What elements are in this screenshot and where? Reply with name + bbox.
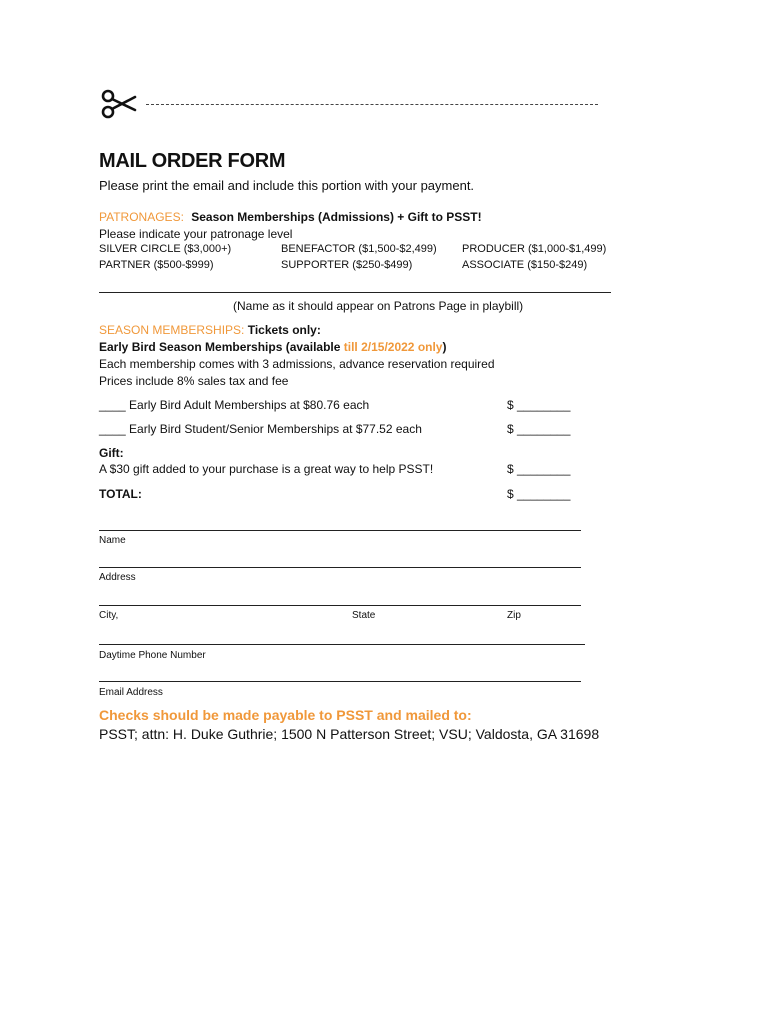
patronage-level: PRODUCER ($1,000-$1,499) (462, 243, 607, 255)
name-label: Name (99, 535, 126, 546)
phone-field[interactable] (99, 644, 585, 645)
early-bird-prefix: Early Bird Season Memberships (available (99, 340, 344, 354)
city-state-zip-field[interactable] (99, 605, 581, 606)
membership-info: Each membership comes with 3 admissions, advance reservation required (99, 357, 495, 371)
email-label: Email Address (99, 687, 163, 698)
address-label: Address (99, 572, 136, 583)
item-label: Early Bird Adult Memberships at $80.76 each (129, 398, 370, 412)
patronages-heading (99, 210, 482, 224)
patron-name-line[interactable] (99, 292, 611, 293)
item-label: Early Bird Student/Senior Memberships at $77.52 each (129, 422, 422, 436)
page-title: MAIL ORDER FORM (99, 150, 286, 172)
early-bird-suffix: ) (442, 340, 447, 354)
patronage-level: ASSOCIATE ($150-$249) (462, 259, 588, 271)
gift-text: A $30 gift added to your purchase is a great way to help PSST! (99, 462, 434, 476)
cut-line (146, 104, 598, 105)
patron-name-caption: (Name as it should appear on Patrons Page in playbill) (233, 299, 524, 313)
season-label: SEASON MEMBERSHIPS: (99, 323, 245, 337)
quantity-blank[interactable]: ____ (99, 422, 126, 436)
season-label-suffix: Tickets only: (247, 323, 321, 337)
season-heading (99, 323, 321, 337)
adult-membership-row (99, 398, 369, 412)
patronage-level: SUPPORTER ($250-$499) (281, 259, 413, 271)
total-amount-field[interactable]: $ ________ (507, 487, 571, 501)
gift-amount-field[interactable]: $ ________ (507, 462, 571, 476)
address-field[interactable] (99, 567, 581, 568)
zip-label: Zip (507, 610, 521, 621)
patronage-level: SILVER CIRCLE ($3,000+) (99, 243, 232, 255)
phone-label: Daytime Phone Number (99, 650, 206, 661)
city-label: City, (99, 610, 119, 621)
payment-heading: Checks should be made payable to PSST and mailed to: (99, 707, 472, 723)
quantity-blank[interactable]: ____ (99, 398, 126, 412)
total-label: TOTAL: (99, 487, 142, 501)
state-label: State (352, 610, 376, 621)
early-bird-heading (99, 340, 446, 354)
gift-label: Gift: (99, 446, 124, 460)
intro-text: Please print the email and include this portion with your payment. (99, 178, 475, 193)
early-bird-date: till 2/15/2022 only (343, 340, 443, 354)
price-info: Prices include 8% sales tax and fee (99, 374, 289, 388)
patronage-level: BENEFACTOR ($1,500-$2,499) (281, 243, 437, 255)
patronage-level: PARTNER ($500-$999) (99, 259, 214, 271)
adult-amount-field[interactable]: $ ________ (507, 398, 571, 412)
student-membership-row (99, 422, 422, 436)
email-field[interactable] (99, 681, 581, 682)
patronages-label: PATRONAGES: (99, 210, 184, 224)
student-amount-field[interactable]: $ ________ (507, 422, 571, 436)
name-field[interactable] (99, 530, 581, 531)
patronages-title: Season Memberships (Admissions) + Gift to PSST! (191, 210, 482, 224)
scissors-icon (99, 88, 137, 120)
mailing-address: PSST; attn: H. Duke Guthrie; 1500 N Patterson Street; VSU; Valdosta, GA 31698 (99, 726, 600, 742)
patronage-instruction: Please indicate your patronage level (99, 227, 293, 241)
